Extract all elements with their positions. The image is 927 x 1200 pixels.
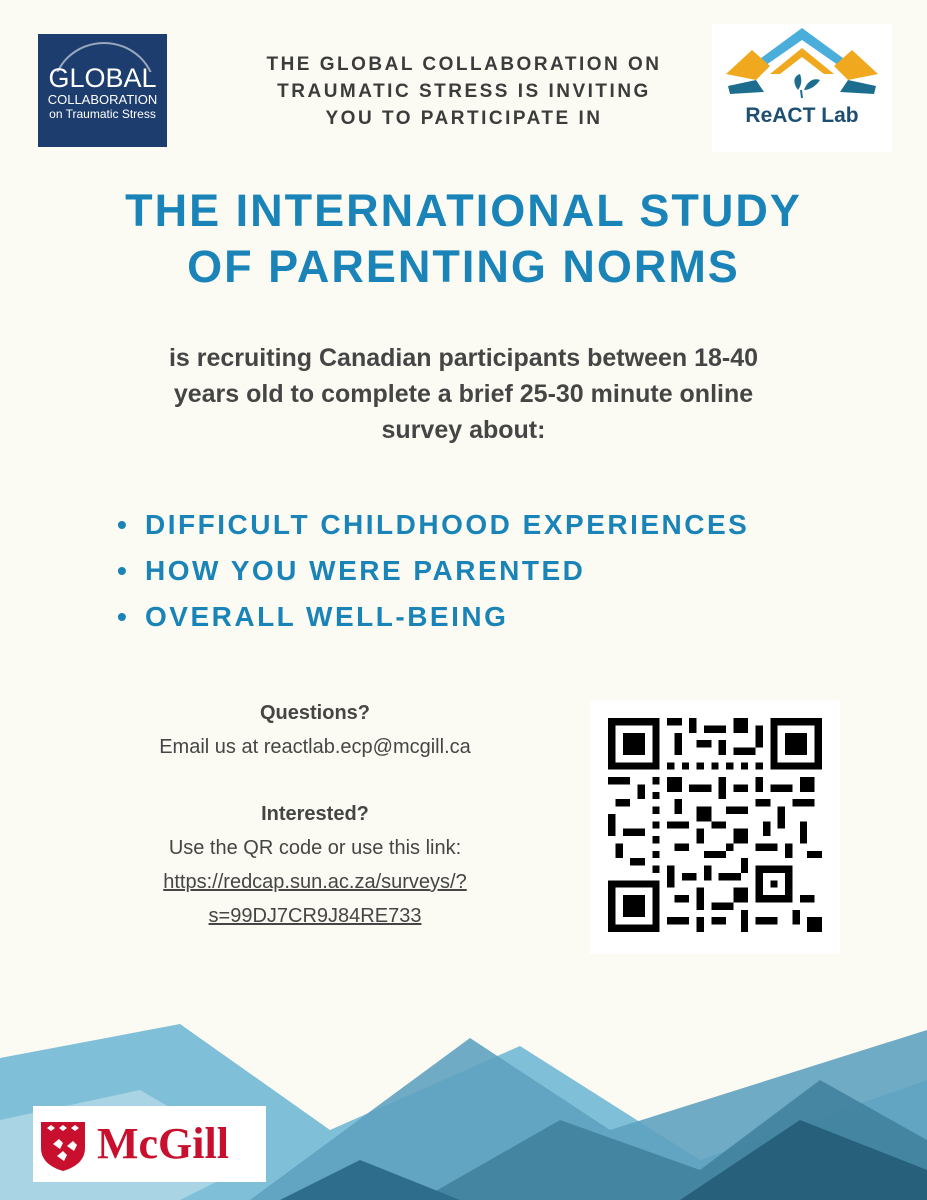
mcgill-shield-icon xyxy=(39,1120,87,1172)
questions-heading: Questions? xyxy=(259,702,370,724)
topic-label: HOW YOU WERE PARENTED xyxy=(145,555,586,586)
invitation-heading: THE GLOBAL COLLABORATION ON TRAUMATIC STRESS IS INVITING YOU TO PARTICIPATE IN xyxy=(266,54,662,129)
email-line: Email us at reactlab.ecp@mcgill.ca xyxy=(159,736,471,758)
survey-topics-list xyxy=(117,502,749,640)
qr-code-icon xyxy=(608,718,822,932)
topic-label: DIFFICULT CHILDHOOD EXPERIENCES xyxy=(145,509,750,540)
survey-link-line1[interactable]: https://redcap.sun.ac.za/surveys/? xyxy=(163,871,467,893)
bullet-icon: • xyxy=(117,509,130,540)
react-lab-roof-icon xyxy=(712,24,892,104)
topic-item xyxy=(117,502,749,548)
gct-logo-line1: GLOBAL xyxy=(48,63,157,93)
topic-item xyxy=(117,548,749,594)
qr-code[interactable] xyxy=(590,700,840,954)
mcgill-wordmark: McGill xyxy=(97,1119,229,1168)
study-title: THE INTERNATIONAL STUDY OF PARENTING NORMS xyxy=(125,185,802,292)
gct-logo-line3: on Traumatic Stress xyxy=(49,107,156,121)
interested-heading: Interested? xyxy=(261,803,369,825)
react-lab-logo xyxy=(712,24,892,152)
gct-logo-line2: COLLABORATION xyxy=(47,92,158,107)
link-intro: Use the QR code or use this link: xyxy=(168,837,462,859)
topic-label: OVERALL WELL-BEING xyxy=(145,601,509,632)
mcgill-logo xyxy=(33,1106,266,1182)
react-lab-label: ReACT Lab xyxy=(745,104,859,127)
gct-logo xyxy=(38,34,167,147)
bullet-icon: • xyxy=(117,555,130,586)
topic-item xyxy=(117,594,749,640)
recruitment-text: is recruiting Canadian participants between 18-40 years old to complete a brief 25-30 minute online survey about: xyxy=(168,344,759,444)
survey-link-line2[interactable]: s=99DJ7CR9J84RE733 xyxy=(208,905,422,927)
contact-block xyxy=(90,696,540,933)
bullet-icon: • xyxy=(117,601,130,632)
